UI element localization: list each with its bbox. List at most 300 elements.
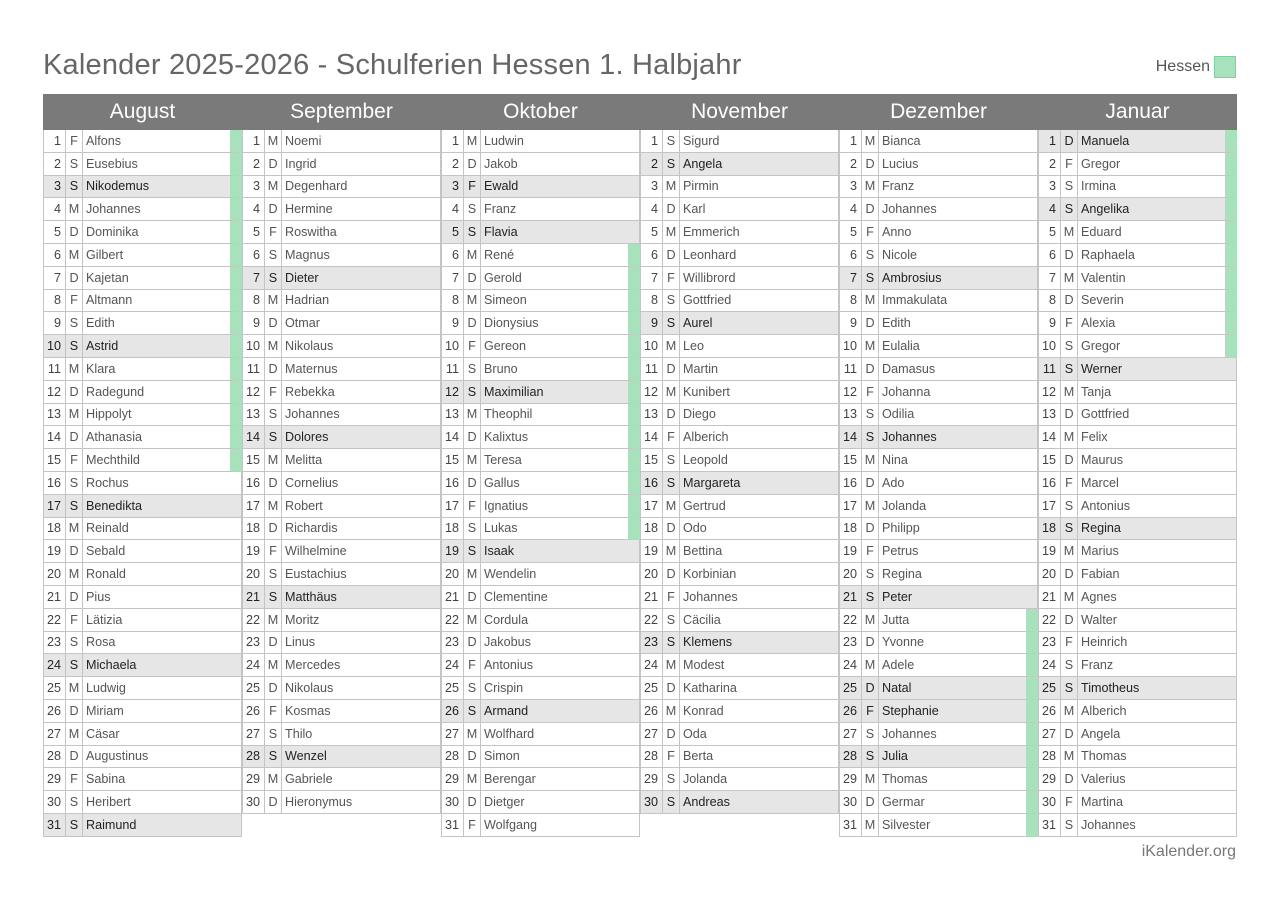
- weekday-letter: S: [862, 404, 879, 427]
- weekday-letter: S: [265, 746, 282, 769]
- day-row: [640, 426, 839, 449]
- day-number: 1: [43, 130, 66, 153]
- day-row: [43, 404, 242, 427]
- name-day: Jakobus: [481, 632, 640, 655]
- weekday-letter: M: [663, 176, 680, 199]
- weekday-letter: M: [464, 609, 481, 632]
- day-row: [1038, 677, 1237, 700]
- weekday-letter: F: [862, 221, 879, 244]
- weekday-letter: D: [663, 198, 680, 221]
- day-row: [1038, 586, 1237, 609]
- day-row: [1038, 358, 1237, 381]
- name-day: Jolanda: [680, 768, 839, 791]
- weekday-letter: S: [265, 723, 282, 746]
- day-number: 6: [839, 244, 862, 267]
- name-day: Lukas: [481, 518, 640, 541]
- day-row: [839, 267, 1038, 290]
- name-day: Irmina: [1078, 176, 1237, 199]
- day-number: 5: [441, 221, 464, 244]
- weekday-letter: M: [464, 130, 481, 153]
- weekday-letter: M: [464, 244, 481, 267]
- day-number: 9: [839, 312, 862, 335]
- legend: [1156, 56, 1236, 78]
- day-row: [640, 472, 839, 495]
- weekday-letter: M: [66, 404, 83, 427]
- day-row: [242, 540, 441, 563]
- day-number: 9: [43, 312, 66, 335]
- day-row: [441, 746, 640, 769]
- day-number: 11: [1038, 358, 1061, 381]
- name-day: Philipp: [879, 518, 1038, 541]
- name-day: Clementine: [481, 586, 640, 609]
- name-day: Odo: [680, 518, 839, 541]
- weekday-letter: M: [862, 176, 879, 199]
- day-row: [839, 632, 1038, 655]
- name-day: Nicole: [879, 244, 1038, 267]
- weekday-letter: F: [66, 290, 83, 313]
- weekday-letter: S: [1061, 358, 1078, 381]
- day-number: 20: [839, 563, 862, 586]
- day-row: [839, 746, 1038, 769]
- weekday-letter: S: [66, 495, 83, 518]
- day-number: 18: [441, 518, 464, 541]
- name-day: Linus: [282, 632, 441, 655]
- name-day: Matthäus: [282, 586, 441, 609]
- name-day: Crispin: [481, 677, 640, 700]
- day-row: [1038, 540, 1237, 563]
- day-number: 12: [1038, 381, 1061, 404]
- weekday-letter: M: [663, 221, 680, 244]
- day-row: [242, 312, 441, 335]
- weekday-letter: M: [862, 609, 879, 632]
- day-number: 12: [242, 381, 265, 404]
- weekday-letter: F: [265, 700, 282, 723]
- name-day: Martina: [1078, 791, 1237, 814]
- day-number: 12: [43, 381, 66, 404]
- weekday-letter: F: [464, 654, 481, 677]
- day-row: [1038, 746, 1237, 769]
- day-number: 10: [839, 335, 862, 358]
- weekday-letter: M: [66, 244, 83, 267]
- day-row: [242, 791, 441, 814]
- weekday-letter: D: [862, 312, 879, 335]
- day-row: [43, 609, 242, 632]
- day-number: 7: [441, 267, 464, 290]
- day-row: [242, 449, 441, 472]
- day-row: [1038, 312, 1237, 335]
- name-day: Alexia: [1078, 312, 1237, 335]
- name-day: Isaak: [481, 540, 640, 563]
- day-row: [640, 677, 839, 700]
- day-number: 19: [242, 540, 265, 563]
- day-number: 4: [1038, 198, 1061, 221]
- day-row: [441, 381, 640, 404]
- day-number: 17: [43, 495, 66, 518]
- day-number: 1: [839, 130, 862, 153]
- day-row: [43, 267, 242, 290]
- day-row: [441, 768, 640, 791]
- day-number: 1: [441, 130, 464, 153]
- day-number: 30: [242, 791, 265, 814]
- day-number: 16: [242, 472, 265, 495]
- weekday-letter: S: [663, 449, 680, 472]
- weekday-letter: D: [464, 632, 481, 655]
- day-number: 2: [242, 153, 265, 176]
- weekday-letter: M: [265, 130, 282, 153]
- day-number: 27: [839, 723, 862, 746]
- weekday-letter: M: [1061, 700, 1078, 723]
- day-number: 31: [1038, 814, 1061, 837]
- name-day: Benedikta: [83, 495, 242, 518]
- day-row: [242, 358, 441, 381]
- name-day: Ewald: [481, 176, 640, 199]
- name-day: Heribert: [83, 791, 242, 814]
- day-row: [1038, 381, 1237, 404]
- name-day: Hermine: [282, 198, 441, 221]
- weekday-letter: S: [265, 244, 282, 267]
- day-number: 8: [1038, 290, 1061, 313]
- day-row: [640, 153, 839, 176]
- name-day: Alberich: [680, 426, 839, 449]
- name-day: Thomas: [1078, 746, 1237, 769]
- weekday-letter: M: [66, 677, 83, 700]
- day-number: 5: [839, 221, 862, 244]
- day-number: 24: [839, 654, 862, 677]
- weekday-letter: M: [265, 176, 282, 199]
- day-number: 20: [43, 563, 66, 586]
- weekday-letter: D: [663, 677, 680, 700]
- day-row: [1038, 153, 1237, 176]
- day-number: 3: [640, 176, 663, 199]
- name-day: Margareta: [680, 472, 839, 495]
- month-header: September: [290, 100, 393, 123]
- name-day: Reinald: [83, 518, 242, 541]
- day-row: [242, 518, 441, 541]
- weekday-letter: S: [66, 814, 83, 837]
- day-number: 28: [441, 746, 464, 769]
- name-day: Petrus: [879, 540, 1038, 563]
- day-number: 27: [441, 723, 464, 746]
- day-row: [441, 563, 640, 586]
- weekday-letter: S: [265, 267, 282, 290]
- name-day: Berengar: [481, 768, 640, 791]
- weekday-letter: D: [1061, 449, 1078, 472]
- day-number: 16: [640, 472, 663, 495]
- day-number: 13: [640, 404, 663, 427]
- day-row: [1038, 404, 1237, 427]
- day-row: [640, 586, 839, 609]
- name-day: Severin: [1078, 290, 1237, 313]
- weekday-letter: D: [265, 312, 282, 335]
- day-number: 2: [441, 153, 464, 176]
- day-row: [441, 723, 640, 746]
- day-row: [1038, 654, 1237, 677]
- weekday-letter: F: [663, 426, 680, 449]
- day-number: 4: [43, 198, 66, 221]
- day-number: 31: [839, 814, 862, 837]
- day-row: [43, 700, 242, 723]
- weekday-letter: F: [1061, 791, 1078, 814]
- day-number: 20: [242, 563, 265, 586]
- weekday-letter: D: [66, 267, 83, 290]
- weekday-letter: D: [464, 472, 481, 495]
- day-number: 26: [43, 700, 66, 723]
- day-number: 30: [839, 791, 862, 814]
- weekday-letter: S: [265, 563, 282, 586]
- day-row: [640, 358, 839, 381]
- name-day: Rochus: [83, 472, 242, 495]
- name-day: Kajetan: [83, 267, 242, 290]
- name-day: Eustachius: [282, 563, 441, 586]
- weekday-letter: M: [862, 814, 879, 837]
- day-row: [242, 586, 441, 609]
- weekday-letter: D: [464, 267, 481, 290]
- weekday-letter: S: [464, 381, 481, 404]
- name-day: Wolfgang: [481, 814, 640, 837]
- day-number: 19: [43, 540, 66, 563]
- weekday-letter: M: [1061, 267, 1078, 290]
- weekday-letter: D: [663, 404, 680, 427]
- weekday-letter: F: [464, 814, 481, 837]
- weekday-letter: M: [464, 768, 481, 791]
- day-row: [43, 335, 242, 358]
- day-number: 15: [640, 449, 663, 472]
- name-day: Augustinus: [83, 746, 242, 769]
- weekday-letter: S: [66, 312, 83, 335]
- day-row: [43, 221, 242, 244]
- name-day: Wendelin: [481, 563, 640, 586]
- weekday-letter: D: [464, 791, 481, 814]
- weekday-letter: F: [265, 540, 282, 563]
- weekday-letter: M: [862, 335, 879, 358]
- weekday-letter: D: [66, 381, 83, 404]
- name-day: Hieronymus: [282, 791, 441, 814]
- name-day: Degenhard: [282, 176, 441, 199]
- name-day: Hippolyt: [83, 404, 242, 427]
- name-day: Gottfried: [680, 290, 839, 313]
- name-day: Regina: [1078, 518, 1237, 541]
- day-number: 26: [441, 700, 464, 723]
- weekday-letter: S: [862, 426, 879, 449]
- day-number: 2: [43, 153, 66, 176]
- day-row: [839, 221, 1038, 244]
- name-day: Karl: [680, 198, 839, 221]
- day-row: [242, 335, 441, 358]
- weekday-letter: D: [265, 791, 282, 814]
- day-row: [839, 404, 1038, 427]
- day-number: 7: [839, 267, 862, 290]
- weekday-letter: S: [66, 335, 83, 358]
- name-day: Silvester: [879, 814, 1038, 837]
- day-row: [441, 632, 640, 655]
- weekday-letter: D: [862, 358, 879, 381]
- weekday-letter: S: [862, 267, 879, 290]
- day-row: [839, 518, 1038, 541]
- day-row: [242, 153, 441, 176]
- name-day: Dominika: [83, 221, 242, 244]
- weekday-letter: M: [862, 495, 879, 518]
- day-row: [839, 791, 1038, 814]
- weekday-letter: S: [663, 632, 680, 655]
- name-day: Moritz: [282, 609, 441, 632]
- weekday-letter: S: [663, 768, 680, 791]
- name-day: Aurel: [680, 312, 839, 335]
- weekday-letter: F: [265, 221, 282, 244]
- name-day: Gilbert: [83, 244, 242, 267]
- day-row: [242, 495, 441, 518]
- weekday-letter: D: [66, 586, 83, 609]
- name-day: Ignatius: [481, 495, 640, 518]
- weekday-letter: D: [663, 244, 680, 267]
- day-row: [640, 221, 839, 244]
- weekday-letter: D: [663, 358, 680, 381]
- day-number: 24: [242, 654, 265, 677]
- day-number: 10: [441, 335, 464, 358]
- weekday-letter: F: [663, 746, 680, 769]
- day-row: [43, 176, 242, 199]
- weekday-letter: M: [66, 723, 83, 746]
- name-day: Simeon: [481, 290, 640, 313]
- day-row: [1038, 176, 1237, 199]
- day-row: [839, 677, 1038, 700]
- weekday-letter: S: [66, 153, 83, 176]
- name-day: Johannes: [83, 198, 242, 221]
- name-day: Cäcilia: [680, 609, 839, 632]
- weekday-letter: D: [265, 153, 282, 176]
- name-day: Ronald: [83, 563, 242, 586]
- weekday-letter: M: [663, 495, 680, 518]
- name-day: Leo: [680, 335, 839, 358]
- day-row: [43, 244, 242, 267]
- day-row: [242, 176, 441, 199]
- weekday-letter: S: [464, 198, 481, 221]
- day-number: 3: [242, 176, 265, 199]
- name-day: Cäsar: [83, 723, 242, 746]
- legend-swatch: [1214, 56, 1236, 78]
- weekday-letter: D: [265, 632, 282, 655]
- day-number: 15: [43, 449, 66, 472]
- weekday-letter: D: [862, 791, 879, 814]
- name-day: Bettina: [680, 540, 839, 563]
- weekday-letter: M: [1061, 221, 1078, 244]
- name-day: Maximilian: [481, 381, 640, 404]
- name-day: Adele: [879, 654, 1038, 677]
- name-day: Maternus: [282, 358, 441, 381]
- day-row: [43, 746, 242, 769]
- day-number: 8: [839, 290, 862, 313]
- day-row: [640, 540, 839, 563]
- day-row: [640, 495, 839, 518]
- name-day: Oda: [680, 723, 839, 746]
- day-row: [43, 358, 242, 381]
- name-day: Odilia: [879, 404, 1038, 427]
- name-day: Bianca: [879, 130, 1038, 153]
- name-day: Julia: [879, 746, 1038, 769]
- month-header: Dezember: [890, 100, 987, 123]
- name-day: Ambrosius: [879, 267, 1038, 290]
- name-day: Eduard: [1078, 221, 1237, 244]
- weekday-letter: D: [862, 518, 879, 541]
- name-day: Johannes: [879, 723, 1038, 746]
- day-row: [441, 791, 640, 814]
- name-day: Gregor: [1078, 153, 1237, 176]
- weekday-letter: F: [66, 768, 83, 791]
- day-number: 28: [839, 746, 862, 769]
- day-row: [1038, 495, 1237, 518]
- name-day: Hadrian: [282, 290, 441, 313]
- day-row: [640, 791, 839, 814]
- weekday-letter: M: [265, 495, 282, 518]
- day-number: 1: [640, 130, 663, 153]
- day-row: [43, 426, 242, 449]
- day-number: 24: [1038, 654, 1061, 677]
- weekday-letter: F: [862, 381, 879, 404]
- weekday-letter: S: [663, 130, 680, 153]
- day-number: 11: [640, 358, 663, 381]
- day-number: 20: [640, 563, 663, 586]
- day-number: 6: [242, 244, 265, 267]
- weekday-letter: M: [66, 358, 83, 381]
- weekday-letter: S: [663, 290, 680, 313]
- day-row: [242, 426, 441, 449]
- day-row: [839, 426, 1038, 449]
- name-day: Natal: [879, 677, 1038, 700]
- day-number: 16: [441, 472, 464, 495]
- day-number: 15: [1038, 449, 1061, 472]
- day-number: 27: [43, 723, 66, 746]
- day-number: 20: [441, 563, 464, 586]
- day-number: 3: [839, 176, 862, 199]
- day-row: [1038, 449, 1237, 472]
- day-row: [839, 472, 1038, 495]
- day-number: 22: [839, 609, 862, 632]
- name-day: Dionysius: [481, 312, 640, 335]
- weekday-letter: D: [66, 540, 83, 563]
- weekday-letter: D: [663, 723, 680, 746]
- day-number: 30: [43, 791, 66, 814]
- weekday-letter: M: [464, 290, 481, 313]
- day-number: 2: [839, 153, 862, 176]
- day-row: [441, 221, 640, 244]
- day-number: 27: [1038, 723, 1061, 746]
- day-number: 17: [242, 495, 265, 518]
- day-number: 19: [640, 540, 663, 563]
- day-number: 25: [839, 677, 862, 700]
- day-number: 4: [839, 198, 862, 221]
- day-number: 29: [43, 768, 66, 791]
- name-day: Sebald: [83, 540, 242, 563]
- month-header: November: [691, 100, 788, 123]
- weekday-letter: S: [663, 153, 680, 176]
- month-header: Januar: [1105, 100, 1170, 123]
- day-number: 27: [242, 723, 265, 746]
- name-day: Astrid: [83, 335, 242, 358]
- day-number: 6: [43, 244, 66, 267]
- day-number: 23: [441, 632, 464, 655]
- name-day: Miriam: [83, 700, 242, 723]
- name-day: Bruno: [481, 358, 640, 381]
- day-row: [839, 244, 1038, 267]
- name-day: Eulalia: [879, 335, 1038, 358]
- weekday-letter: D: [265, 677, 282, 700]
- name-day: Dietger: [481, 791, 640, 814]
- day-row: [242, 244, 441, 267]
- legend-label: Hessen: [1155, 58, 1210, 75]
- day-number: 10: [43, 335, 66, 358]
- day-number: 25: [1038, 677, 1061, 700]
- weekday-letter: M: [265, 654, 282, 677]
- name-day: Valerius: [1078, 768, 1237, 791]
